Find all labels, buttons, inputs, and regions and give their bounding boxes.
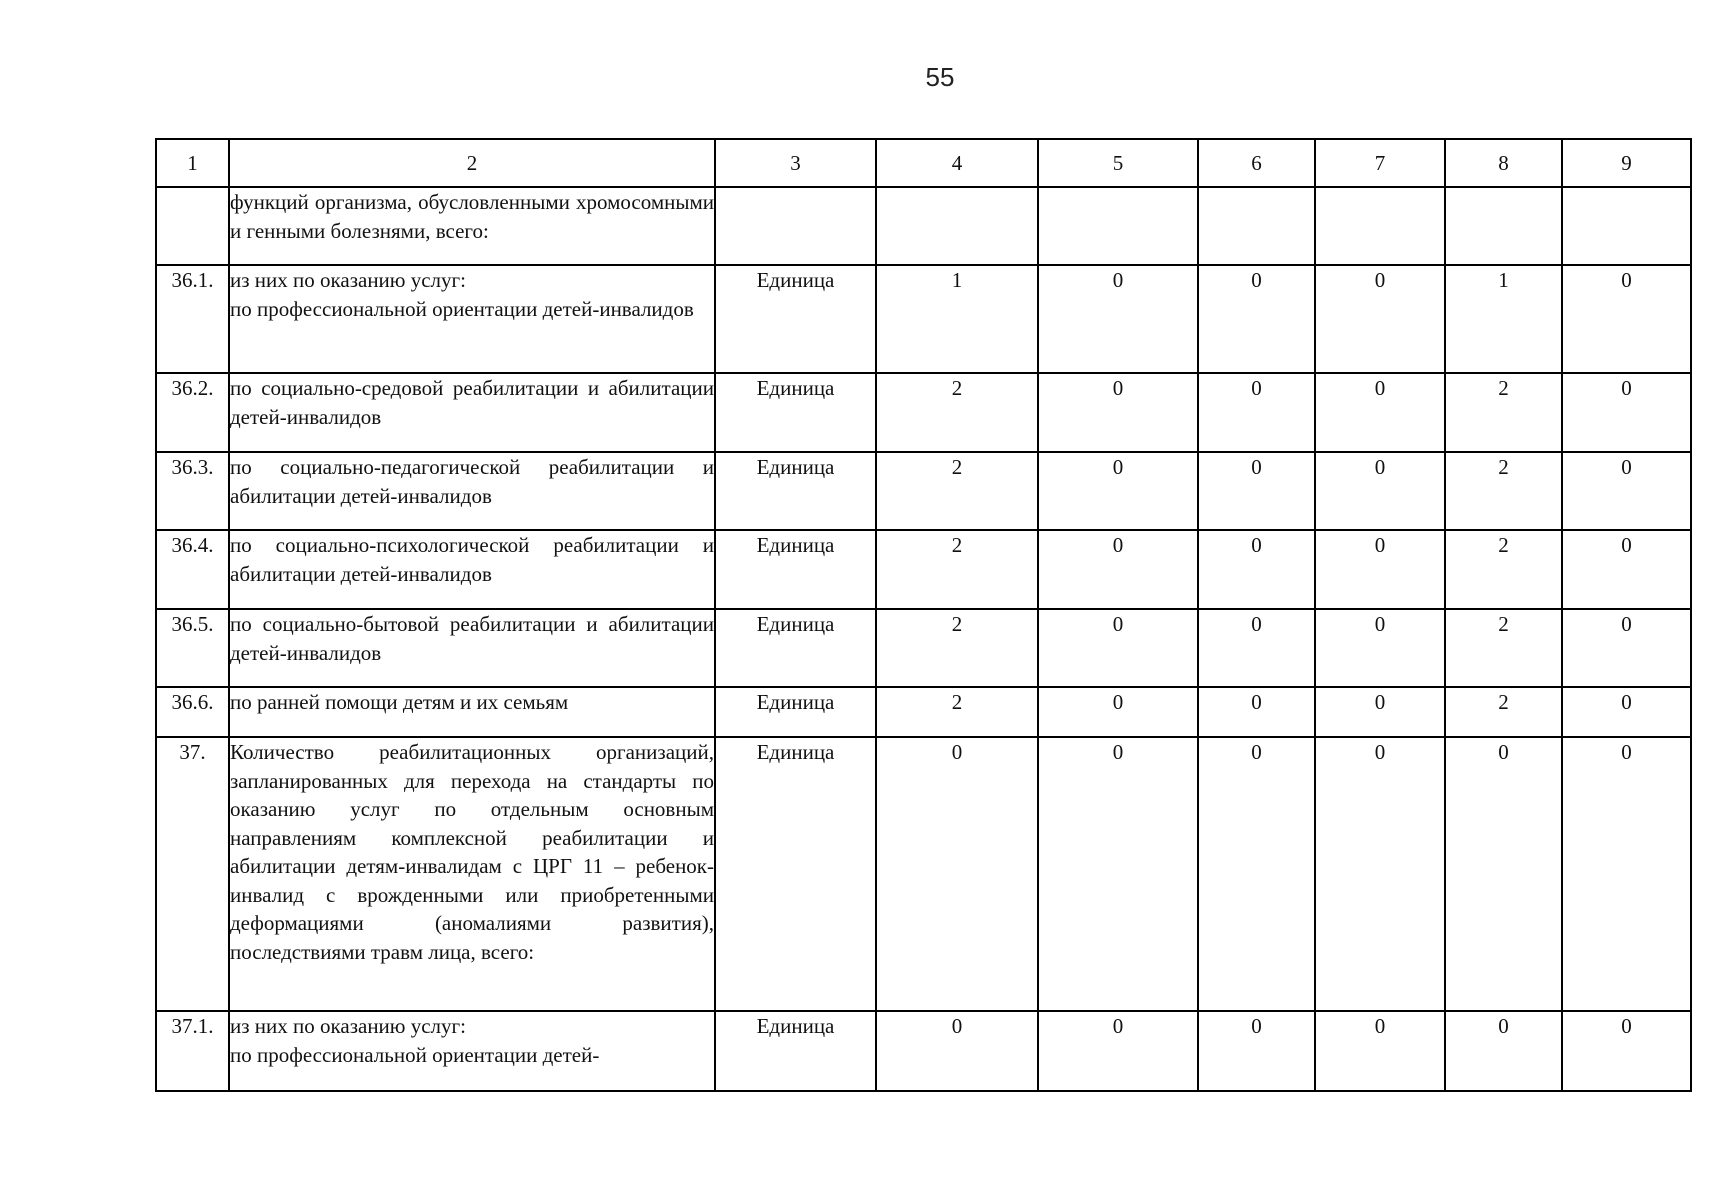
table-row xyxy=(156,452,1691,530)
table-row xyxy=(156,737,1691,1011)
value-cell xyxy=(1315,187,1445,265)
value-cell: 0 xyxy=(876,737,1038,1011)
description-cell: по ранней помощи детям и их семьям xyxy=(229,687,715,737)
description-cell: по социально-средовой реабилитации и абилитации детей-инвалидов xyxy=(229,373,715,452)
value-cell: 0 xyxy=(1198,530,1315,609)
value-cell: 0 xyxy=(1562,737,1691,1011)
value-cell: 2 xyxy=(876,452,1038,530)
value-cell xyxy=(1562,187,1691,265)
value-cell: 0 xyxy=(1198,1011,1315,1091)
value-cell: 0 xyxy=(1038,1011,1198,1091)
value-cell: 2 xyxy=(876,373,1038,452)
column-header: 6 xyxy=(1198,139,1315,187)
value-cell: 1 xyxy=(1445,265,1562,373)
value-cell: 0 xyxy=(1198,609,1315,687)
value-cell: 0 xyxy=(1315,452,1445,530)
value-cell: 2 xyxy=(876,609,1038,687)
value-cell: 0 xyxy=(1315,373,1445,452)
value-cell: 2 xyxy=(876,530,1038,609)
value-cell: 0 xyxy=(1562,687,1691,737)
table-row xyxy=(156,1011,1691,1091)
unit-cell: Единица xyxy=(715,373,876,452)
value-cell xyxy=(1198,187,1315,265)
value-cell: 0 xyxy=(1038,265,1198,373)
value-cell: 2 xyxy=(876,687,1038,737)
row-number-cell: 37. xyxy=(156,737,229,1011)
value-cell: 0 xyxy=(1038,373,1198,452)
description-cell: функций организма, обусловленными хромосомными и генными болезнями, всего: xyxy=(229,187,715,265)
description-cell: из них по оказанию услуг: по профессиональной ориентации детей-инвалидов xyxy=(229,265,715,373)
table-body xyxy=(156,187,1691,1091)
row-number-cell: 37.1. xyxy=(156,1011,229,1091)
value-cell: 0 xyxy=(1445,737,1562,1011)
value-cell xyxy=(1445,187,1562,265)
table-header-row xyxy=(156,139,1691,187)
value-cell: 0 xyxy=(1562,609,1691,687)
unit-cell: Единица xyxy=(715,609,876,687)
value-cell: 0 xyxy=(1562,265,1691,373)
value-cell: 0 xyxy=(1315,530,1445,609)
column-header: 7 xyxy=(1315,139,1445,187)
table-row xyxy=(156,609,1691,687)
table-row xyxy=(156,530,1691,609)
value-cell: 0 xyxy=(1198,687,1315,737)
description-cell: по социально-педагогической реабилитации и абилитации детей-инвалидов xyxy=(229,452,715,530)
column-header: 5 xyxy=(1038,139,1198,187)
value-cell: 0 xyxy=(1198,373,1315,452)
value-cell: 0 xyxy=(1198,265,1315,373)
value-cell: 0 xyxy=(1562,452,1691,530)
row-number-cell: 36.4. xyxy=(156,530,229,609)
column-header: 4 xyxy=(876,139,1038,187)
table-row xyxy=(156,373,1691,452)
page-number: 55 xyxy=(925,62,955,92)
value-cell xyxy=(1038,187,1198,265)
value-cell: 2 xyxy=(1445,609,1562,687)
unit-cell: Единица xyxy=(715,687,876,737)
value-cell: 0 xyxy=(1038,530,1198,609)
value-cell xyxy=(876,187,1038,265)
data-table xyxy=(155,138,1692,1092)
column-header: 3 xyxy=(715,139,876,187)
description-cell: Количество реабилитационных организаций, запланированных для перехода на стандарты по оказанию услуг по отдельным основным направлениям комплексной реабилитации и абилитации детям-инвалидам с ЦРГ 11 – ребенок-инвалид с врожденными или приобретенными деформациями (аномалиями развития), последствиями травм лица, всего: xyxy=(229,737,715,1011)
row-number-cell: 36.3. xyxy=(156,452,229,530)
unit-cell: Единица xyxy=(715,737,876,1011)
row-number-cell: 36.5. xyxy=(156,609,229,687)
row-number-cell: 36.2. xyxy=(156,373,229,452)
unit-cell xyxy=(715,187,876,265)
row-number-cell xyxy=(156,187,229,265)
description-cell: по социально-психологической реабилитации и абилитации детей-инвалидов xyxy=(229,530,715,609)
row-number-cell: 36.6. xyxy=(156,687,229,737)
value-cell: 0 xyxy=(1562,530,1691,609)
value-cell: 0 xyxy=(1198,452,1315,530)
table-row xyxy=(156,265,1691,373)
description-cell: по социально-бытовой реабилитации и абилитации детей-инвалидов xyxy=(229,609,715,687)
unit-cell: Единица xyxy=(715,452,876,530)
table-row xyxy=(156,687,1691,737)
value-cell: 0 xyxy=(1315,737,1445,1011)
value-cell: 0 xyxy=(1445,1011,1562,1091)
value-cell: 2 xyxy=(1445,687,1562,737)
column-header: 8 xyxy=(1445,139,1562,187)
value-cell: 0 xyxy=(1315,609,1445,687)
description-cell: из них по оказанию услуг: по профессиональной ориентации детей- xyxy=(229,1011,715,1091)
unit-cell: Единица xyxy=(715,265,876,373)
table-row xyxy=(156,187,1691,265)
value-cell: 2 xyxy=(1445,452,1562,530)
value-cell: 0 xyxy=(876,1011,1038,1091)
column-header: 9 xyxy=(1562,139,1691,187)
column-header: 2 xyxy=(229,139,715,187)
value-cell: 0 xyxy=(1562,1011,1691,1091)
value-cell: 0 xyxy=(1038,737,1198,1011)
value-cell: 0 xyxy=(1315,687,1445,737)
value-cell: 1 xyxy=(876,265,1038,373)
unit-cell: Единица xyxy=(715,530,876,609)
row-number-cell: 36.1. xyxy=(156,265,229,373)
value-cell: 0 xyxy=(1315,265,1445,373)
value-cell: 0 xyxy=(1038,687,1198,737)
value-cell: 0 xyxy=(1315,1011,1445,1091)
value-cell: 2 xyxy=(1445,530,1562,609)
value-cell: 2 xyxy=(1445,373,1562,452)
value-cell: 0 xyxy=(1038,609,1198,687)
unit-cell: Единица xyxy=(715,1011,876,1091)
value-cell: 0 xyxy=(1562,373,1691,452)
column-header: 1 xyxy=(156,139,229,187)
value-cell: 0 xyxy=(1198,737,1315,1011)
value-cell: 0 xyxy=(1038,452,1198,530)
